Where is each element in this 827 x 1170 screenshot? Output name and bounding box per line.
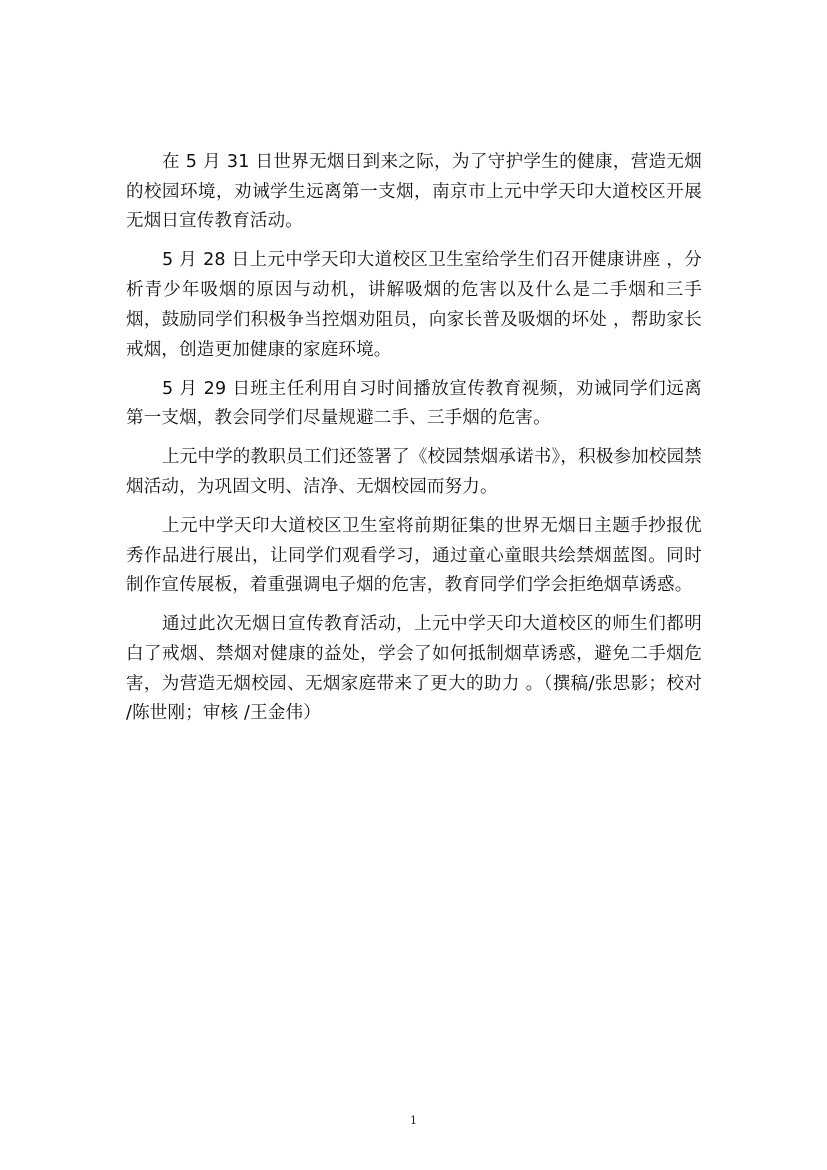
paragraph-class-video: 5 月 29 日班主任利用自习时间播放宣传教育视频，劝诫同学们远离第一支烟，教会同学们尽量规避二手、三手烟的危害。 xyxy=(126,378,702,429)
page-number: 1 xyxy=(410,1114,417,1127)
paragraph-staff-pledge: 上元中学的教职员工们还签署了《校园禁烟承诺书》，积极参加校园禁烟活动，为巩固文明、洁净、无烟校园而努力。 xyxy=(126,447,702,497)
paragraph-world-no-tobacco-day-intro: 在 5 月 31 日世界无烟日到来之际，为了守护学生的健康，营造无烟的校园环境，劝诫学生远离第一支烟，南京市上元中学天印大道校区开展无烟日宣传教育活动。 xyxy=(126,152,702,232)
paragraph-health-lecture: 5 月 28 日上元中学天印大道校区卫生室给学生们召开健康讲座 ，分析青少年吸烟的原因与动机，讲解吸烟的危害以及什么是二手烟和三手烟，鼓励同学们积极争当控烟劝阻员，向家长普及吸烟的坏处 ，帮助家长戒烟，创造更加健康的家庭环境。 xyxy=(126,250,702,360)
paragraph-conclusion-credits: 通过此次无烟日宣传教育活动，上元中学天印大道校区的师生们都明白了戒烟、禁烟对健康的益处，学会了如何抵制烟草诱惑，避免二手烟危害，为营造无烟校园、无烟家庭带来了更大的助力 。（撰稿/张思影；校对 /陈世刚；审核 /王金伟） xyxy=(126,614,702,724)
paragraph-poster-exhibition: 上元中学天印大道校区卫生室将前期征集的世界无烟日主题手抄报优秀作品进行展出，让同学们观看学习，通过童心童眼共绘禁烟蓝图。同时制作宣传展板，着重强调电子烟的危害，教育同学们学会拒绝烟草诱惑。 xyxy=(126,515,702,596)
article-body xyxy=(126,148,702,738)
